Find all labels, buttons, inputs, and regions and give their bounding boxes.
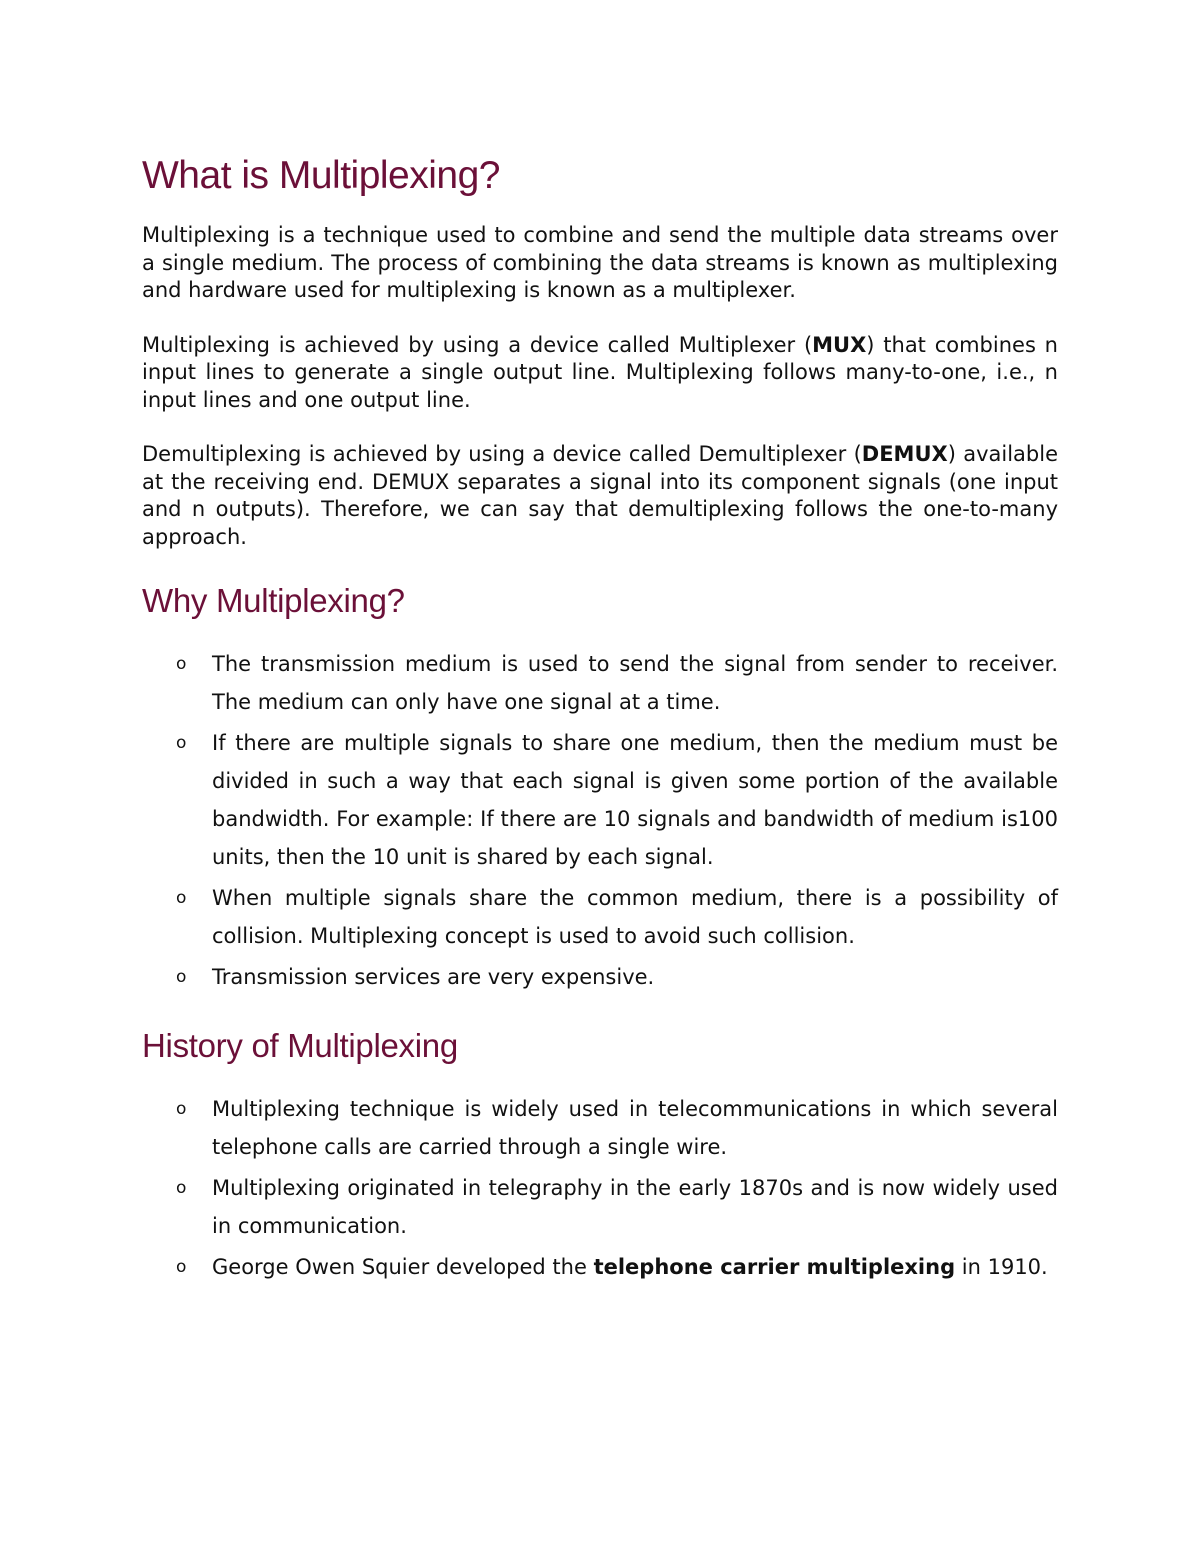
bullet-marker: o <box>176 888 187 908</box>
why-list <box>142 645 1058 996</box>
telephone-carrier-term: telephone carrier multiplexing <box>593 1255 956 1279</box>
paragraph-mux-text-b: ) that combines n input lines to generate a single output line. Multiplexing follows many-to-one, i.e., n input lines and one output line. <box>142 332 1058 412</box>
section-heading-why: Why Multiplexing? <box>142 582 405 619</box>
bullet-marker: o <box>176 1178 187 1198</box>
paragraph-demux <box>142 441 1058 551</box>
list-item <box>142 1090 1058 1166</box>
bullet-marker: o <box>176 1099 187 1119</box>
history-list <box>142 1090 1058 1286</box>
list-item-text: When multiple signals share the common medium, there is a possibility of collision. Multiplexing concept is used to avoid such collision. <box>212 886 1058 948</box>
paragraph-mux <box>142 332 1058 415</box>
list-item <box>142 879 1058 955</box>
paragraph-demux-text-b: ) available at the receiving end. DEMUX separates a signal into its component signals (one input and n outputs). Therefore, we can say that demultiplexing follows the one-to-many approach. <box>142 442 1058 549</box>
mux-term: MUX <box>812 332 867 357</box>
bullet-marker: o <box>176 733 187 753</box>
list-item <box>142 724 1058 876</box>
paragraph-demux-text-a: Demultiplexing is achieved by using a device called Demultiplexer ( <box>142 442 862 466</box>
list-item-text: If there are multiple signals to share one medium, then the medium must be divided in such a way that each signal is given some portion of the available bandwidth. For example: If there are 10 signals and bandwidth of medium is100 units, then the 10 unit is shared by each signal. <box>212 731 1058 869</box>
list-item <box>142 645 1058 721</box>
list-item-text: Multiplexing originated in telegraphy in the early 1870s and is now widely used in communication. <box>212 1176 1058 1238</box>
bullet-marker: o <box>176 654 187 674</box>
bullet-marker: o <box>176 967 187 987</box>
list-item <box>142 1169 1058 1245</box>
list-item-text: Transmission services are very expensive. <box>212 965 655 989</box>
list-item-text: The transmission medium is used to send the signal from sender to receiver. The medium can only have one signal at a time. <box>212 652 1058 714</box>
list-item-text-a: George Owen Squier developed the <box>212 1255 594 1279</box>
list-item <box>142 958 1058 996</box>
list-item-text: Multiplexing technique is widely used in telecommunications in which several telephone calls are carried through a single wire. <box>212 1097 1058 1159</box>
paragraph-mux-text-a: Multiplexing is achieved by using a device called Multiplexer ( <box>142 332 813 357</box>
document-page <box>142 150 1058 1289</box>
demux-term: DEMUX <box>861 442 948 466</box>
page-title: What is Multiplexing? <box>142 154 500 197</box>
list-item-text-b: in 1910. <box>955 1255 1048 1279</box>
bullet-marker: o <box>176 1257 187 1277</box>
section-heading-history: History of Multiplexing <box>142 1027 458 1064</box>
list-item <box>142 1248 1058 1286</box>
paragraph-intro: Multiplexing is a technique used to combine and send the multiple data streams over a single medium. The process of combining the data streams is known as multiplexing and hardware used for multiplexing is known as a multiplexer. <box>142 223 1058 302</box>
